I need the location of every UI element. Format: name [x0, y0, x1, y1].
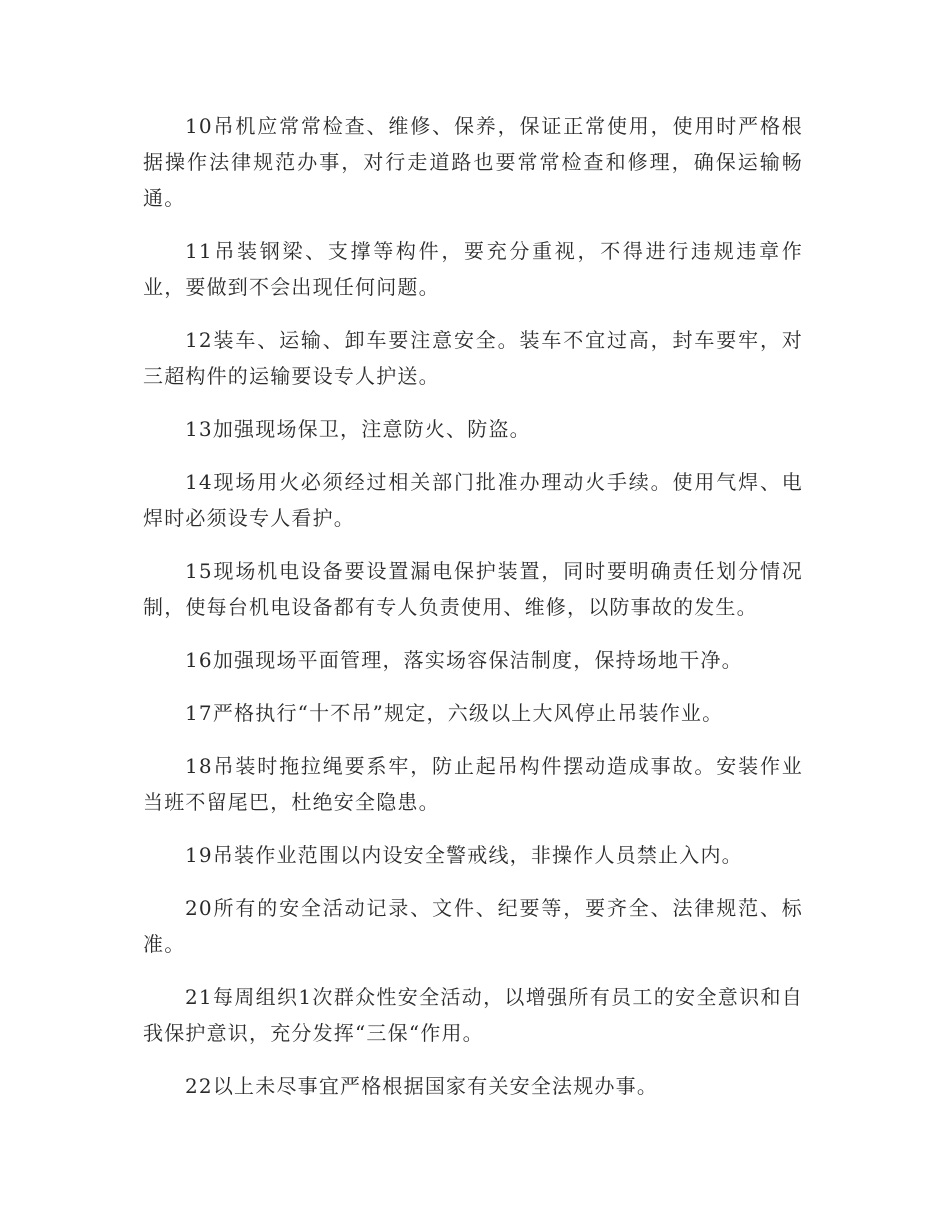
paragraph-12: 12装车、运输、卸车要注意安全。装车不宜过高，封车要牢，对三超构件的运输要设专人护送。 — [143, 328, 803, 388]
paragraph-10: 10吊机应常常检查、维修、保养，保证正常使用，使用时严格根据操作法律规范办事，对行走道路也要常常检查和修理，确保运输畅通。 — [143, 114, 803, 210]
document-body — [143, 108, 803, 1121]
paragraph-17: 17严格执行“十不吊”规定，六级以上大风停止吊装作业。 — [185, 701, 724, 725]
paragraph-19: 19吊装作业范围以内设安全警戒线，非操作人员禁止入内。 — [185, 843, 743, 867]
paragraph-18: 18吊装时拖拉绳要系牢，防止起吊构件摆动造成事故。安装作业当班不留尾巴，杜绝安全隐患。 — [143, 754, 803, 814]
paragraph-13: 13加强现场保卫，注意防火、防盗。 — [185, 417, 531, 441]
paragraph-20: 20所有的安全活动记录、文件、纪要等，要齐全、法律规范、标准。 — [143, 896, 803, 956]
paragraph-14: 14现场用火必须经过相关部门批准办理动火手续。使用气焊、电焊时必须设专人看护。 — [143, 470, 803, 530]
paragraph-16: 16加强现场平面管理，落实场容保洁制度，保持场地干净。 — [185, 648, 743, 672]
paragraph-22: 22以上未尽事宜严格根据国家有关安全法规办事。 — [185, 1074, 659, 1098]
paragraph-15: 15现场机电设备要设置漏电保护装置，同时要明确责任划分情况制，使每台机电设备都有专人负责使用、维修，以防事故的发生。 — [143, 559, 803, 619]
paragraph-11: 11吊装钢梁、支撑等构件，要充分重视，不得进行违规违章作业，要做到不会出现任何问题。 — [143, 239, 803, 299]
paragraph-21: 21每周组织1次群众性安全活动，以增强所有员工的安全意识和自我保护意识，充分发挥“三保“作用。 — [143, 985, 803, 1045]
